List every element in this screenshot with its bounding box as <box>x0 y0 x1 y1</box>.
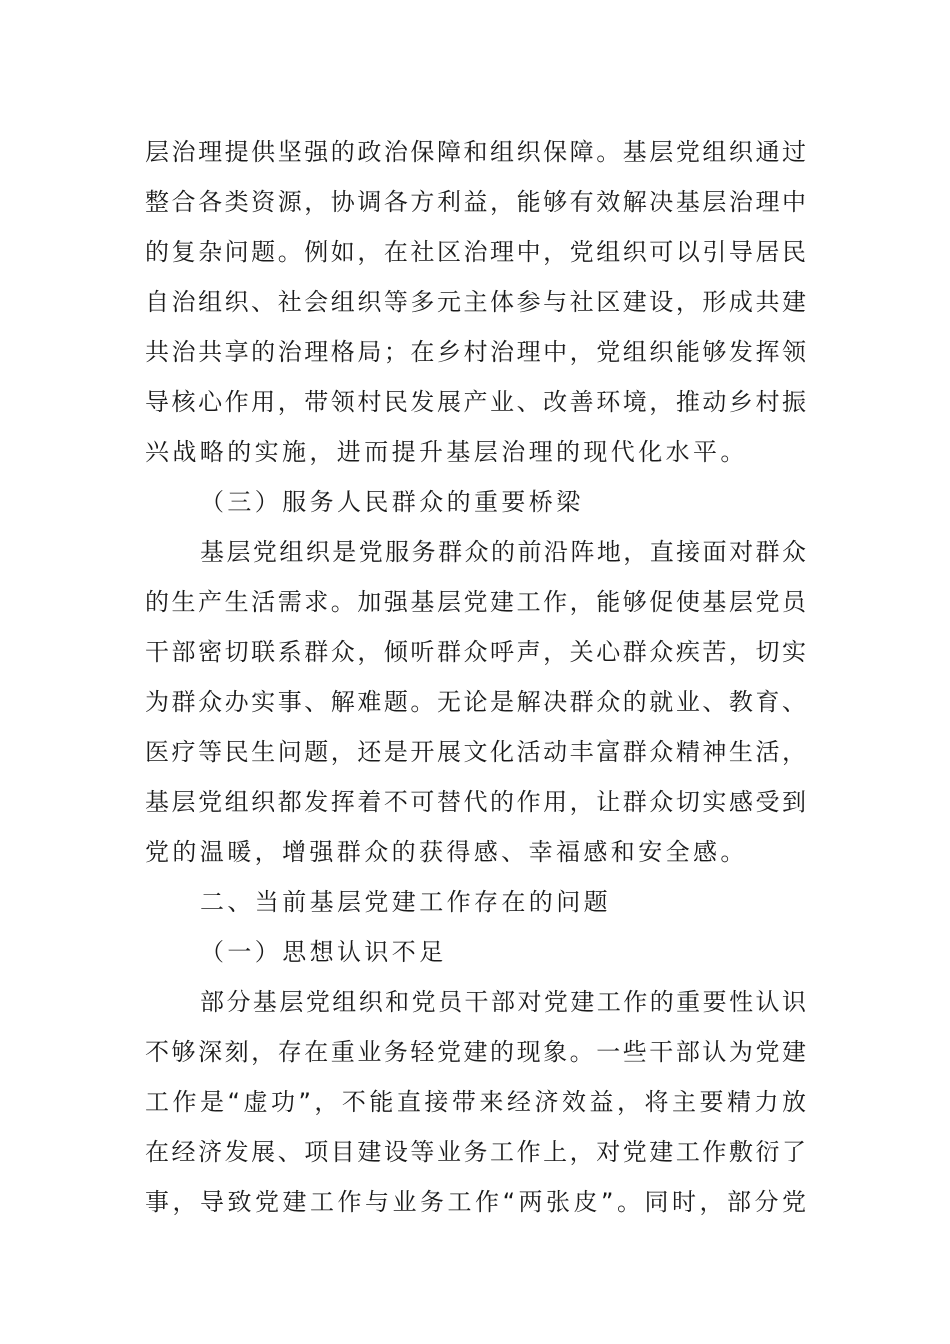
paragraph-line: 在经济发展、项目建设等业务工作上，对党建工作敷衍了 <box>145 1138 807 1166</box>
section-heading: （三）服务人民群众的重要桥梁 <box>200 488 584 516</box>
paragraph-line: 不够深刻，存在重业务轻党建的现象。一些干部认为党建 <box>145 1038 807 1066</box>
paragraph-line: 为群众办实事、解难题。无论是解决群众的就业、教育、 <box>145 688 807 716</box>
paragraph-line: 自治组织、社会组织等多元主体参与社区建设，形成共建 <box>145 288 807 316</box>
paragraph-line: 党的温暖，增强群众的获得感、幸福感和安全感。 <box>145 838 748 866</box>
paragraph-line: 干部密切联系群众，倾听群众呼声，关心群众疾苦，切实 <box>145 638 807 666</box>
section-heading: （一）思想认识不足 <box>200 938 447 966</box>
section-heading: 二、当前基层党建工作存在的问题 <box>200 888 611 916</box>
paragraph-line: 基层党组织都发挥着不可替代的作用，让群众切实感受到 <box>145 788 807 816</box>
paragraph-line: 基层党组织是党服务群众的前沿阵地，直接面对群众 <box>200 538 807 566</box>
paragraph-line: 兴战略的实施，进而提升基层治理的现代化水平。 <box>145 438 748 466</box>
paragraph-line: 导核心作用，带领村民发展产业、改善环境，推动乡村振 <box>145 388 807 416</box>
paragraph-line: 工作是“虚功”，不能直接带来经济效益，将主要精力放 <box>145 1088 807 1116</box>
paragraph-line: 的复杂问题。例如，在社区治理中，党组织可以引导居民 <box>145 238 807 266</box>
paragraph-line: 事，导致党建工作与业务工作“两张皮”。同时，部分党 <box>145 1188 807 1216</box>
paragraph-line: 部分基层党组织和党员干部对党建工作的重要性认识 <box>200 988 807 1016</box>
paragraph-line: 整合各类资源，协调各方利益，能够有效解决基层治理中 <box>145 188 807 216</box>
paragraph-line: 共治共享的治理格局；在乡村治理中，党组织能够发挥领 <box>145 338 807 366</box>
paragraph-line: 的生产生活需求。加强基层党建工作，能够促使基层党员 <box>145 588 807 616</box>
paragraph-line: 医疗等民生问题，还是开展文化活动丰富群众精神生活， <box>145 738 807 766</box>
paragraph-line: 层治理提供坚强的政治保障和组织保障。基层党组织通过 <box>145 138 807 166</box>
